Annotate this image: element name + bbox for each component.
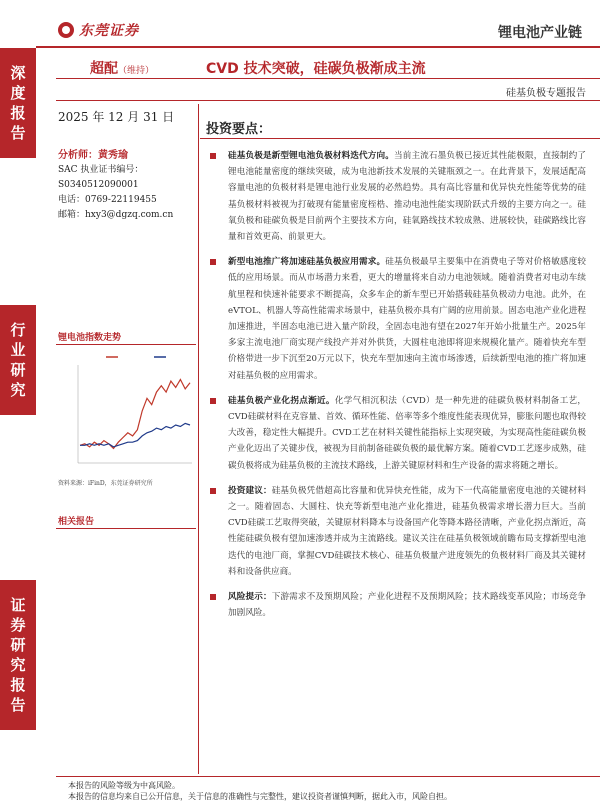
- sidebar-tag-research: [0, 580, 36, 730]
- footer-divider: [56, 776, 600, 777]
- report-subtitle: 硅基负极专题报告: [506, 88, 586, 99]
- sidebar: [0, 0, 36, 800]
- report-date: 2025 年 12 月 31 日: [58, 110, 175, 124]
- rating-note: （维持）: [118, 66, 155, 76]
- logo-text: 东莞证券: [79, 23, 139, 39]
- subtitle-divider: [56, 100, 600, 101]
- key-point-body: 化学气相沉积法（CVD）是一种先进的硅碳负极材料制备工艺，CVD硅碳材料在克容量、首效、循环性能、倍率等多个维度性能表现优异，膨胀问题也取得较大改善，稳定性大幅提升。CVD工艺在材料关键性能指标上实现突破，为实现高性能硅碳负极产业化迈出了关键步伐，被视为目前制备硅碳负极的最优解方案。随着CVD工艺逐步成熟，硅碳负极将成为硅基负极的主流技术路线，上游关键原材料和生产设备的需求将随之增长。: [228, 395, 586, 471]
- series-line-index: [80, 380, 190, 449]
- index-chart: [56, 344, 196, 474]
- key-point-body: 当前主流石墨负极已接近其性能极限，直接制约了锂电池能量密度的继续突破，成为电池新技术发展的关键瓶颈之一。在此背景下，发展适配高容量电池的负极材料是锂电池行业发展的必然趋势。具有高比容量和优异快充性能等优势的硅基负极材料被视为打破现有能量密度桎梏、推动电池性能实现阶跃式升级的主要方向之一。硅氧负极和硅碳负极是目前两个主要技术方向，硅氧路线技术较成熟、进展较快，硅碳路线比容量和首效更高、前景更大。: [228, 151, 586, 243]
- key-point-lead: 风险提示：: [228, 592, 272, 603]
- sidebar-tag-category: [0, 305, 36, 415]
- key-point-body: 硅基负极最早主要集中在消费电子等对价格敏感度较低的应用场景。而从市场潜力来看，更大的增量将来自动力电池领域。随着消费者对电动车续航里程和快速补能要求不断提高，众多车企的新车型已开始搭载硅基负极动力电池。此外，在eVTOL、机器人等高性能需求场景中，硅基负极亦具有广阔的应用前景。固态电池产业化进程加速推进，半固态电池已进入量产阶段，全固态电池有望在2027年开始小批量生产。2025年多家主流电池厂商实现产线投产并对外供货，大圆柱电池即将迎来规模化量产。随着快充车型价格带进一步下沉至20万元以下，快充车型加速向主流市场渗透，后续新型电池的推广将加速对硅基负极的应用需求。: [228, 257, 586, 381]
- key-point-body: 硅基负极凭借超高比容量和优异快充性能，成为下一代高能量密度电池的关键材料之一。随着固态、大圆柱、快充等新型电池产业化推进，硅基负极需求增长潜力巨大。当前CVD硅碳工艺取得突破，关键原材料降本与设备国产化等降本路径清晰，产业化拐点渐近，高性能硅碳负极有望加速渗透并成为主流路线。建议关注在硅基负极领域前瞻布局支撑新型电池迭代的电池厂商，掌握CVD硅碳技术核心、硅基负极量产进度领先的负极材料厂商及其关键材料和设备供应商。: [228, 485, 586, 577]
- sidebar-tag-text: 证券研究报告: [10, 596, 26, 714]
- related-reports-heading: 相关报告: [58, 517, 95, 527]
- title-divider: [56, 78, 600, 79]
- chart-title: 锂电池指数走势: [58, 333, 122, 343]
- industry-label: 锂电池产业链: [498, 25, 582, 41]
- analyst-name: 分析师：黄秀瑜: [58, 150, 128, 161]
- key-point: [206, 393, 586, 474]
- key-point-lead: 硅基负极是新型锂电池负极材料迭代方向。: [228, 151, 394, 161]
- logo-mark-icon: [58, 22, 74, 38]
- index-chart-svg: [56, 345, 196, 475]
- analyst-email[interactable]: 邮箱：hxy3@dgzq.com.cn: [58, 210, 174, 220]
- key-point-lead: 硅基负极产业化拐点渐近。: [228, 395, 335, 406]
- related-divider: [56, 528, 196, 529]
- key-point: [206, 483, 586, 580]
- sidebar-tag-text: 行业研究: [10, 321, 26, 399]
- column-divider: [198, 104, 199, 774]
- sidebar-tag-text: 深度报告: [10, 64, 26, 142]
- chart-source: 资料来源：iFinD，东莞证券研究所: [58, 480, 153, 487]
- key-point-lead: 投资建议：: [228, 485, 272, 496]
- footer-risk-level: 本报告的风险等级为中高风险。: [68, 781, 180, 790]
- key-points-heading: 投资要点：: [206, 122, 272, 137]
- rating: [90, 58, 154, 78]
- analyst-cert-label: SAC 执业证书编号：: [58, 165, 144, 175]
- sidebar-tag-report-type: [0, 48, 36, 158]
- report-title: CVD 技术突破，硅碳负极渐成主流: [206, 61, 426, 77]
- key-point-body: 下游需求不及预期风险；产业化进程不及预期风险；技术路线变革风险；市场竞争加剧风险。: [228, 592, 586, 619]
- key-point: [206, 589, 586, 621]
- page-header: [36, 0, 600, 48]
- analyst-info: [58, 148, 198, 223]
- company-logo: [58, 20, 139, 40]
- key-points: [206, 148, 586, 630]
- rating-main: 超配: [90, 61, 118, 77]
- key-points-divider: [200, 138, 600, 139]
- analyst-cert-no: S0340512090001: [58, 180, 139, 190]
- analyst-phone: 电话：0769-22119455: [58, 195, 157, 205]
- footer-disclaimer: 本报告的信息均来自已公开信息，关于信息的准确性与完整性，建议投资者谨慎判断，据此入市，风险自担。: [68, 792, 452, 801]
- key-point: [206, 254, 586, 384]
- key-point-lead: 新型电池推广将加速硅基负极应用需求。: [228, 257, 386, 268]
- key-point: [206, 148, 586, 245]
